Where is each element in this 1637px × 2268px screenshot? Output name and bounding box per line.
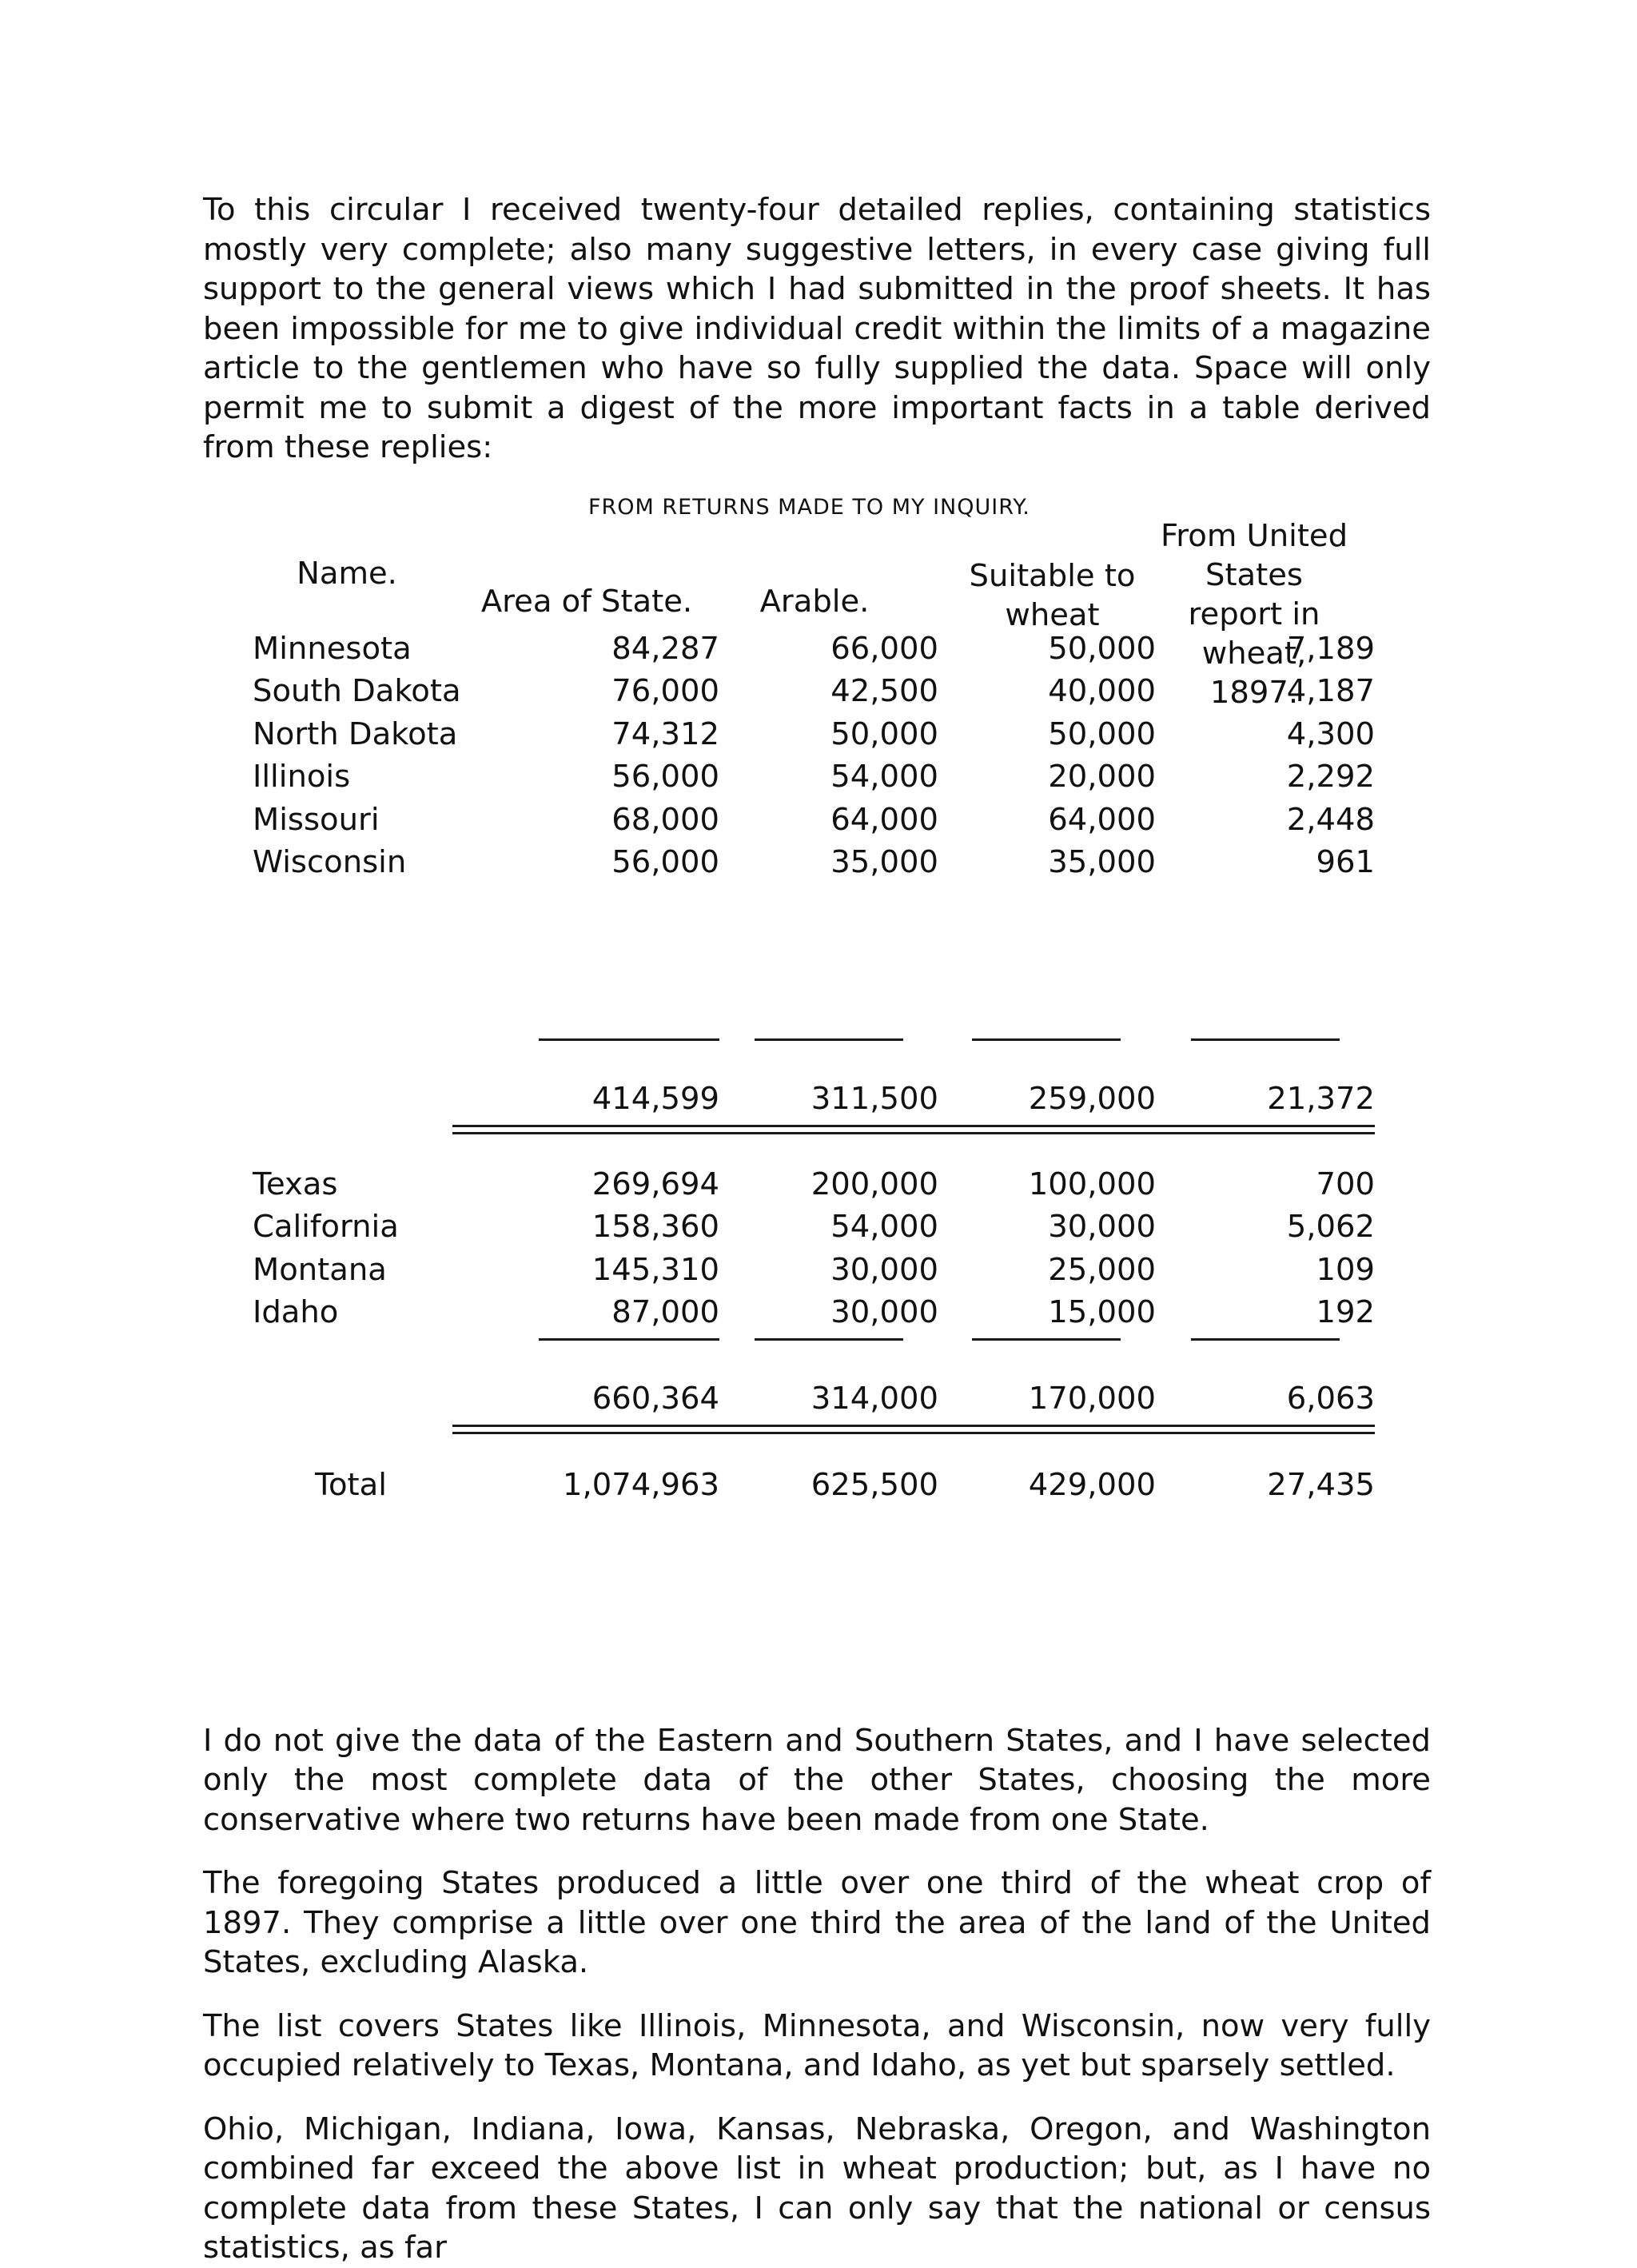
- cell-name: Illinois: [253, 759, 351, 795]
- cell-arable: 54,000: [830, 1209, 938, 1245]
- cell-name: Wisconsin: [253, 844, 407, 880]
- rule-report-2: [1191, 1338, 1340, 1341]
- rule-arable-2: [755, 1338, 903, 1341]
- cell-arable: 30,000: [830, 1294, 938, 1330]
- body-paragraph: Ohio, Michigan, Indiana, Iowa, Kansas, Nebraska, Oregon, and Washington combined far exceed the above list in wheat production; but, as I have no complete data from these States, I can only say that the national or census statistics, as far: [203, 2111, 1431, 2266]
- rule-area-2: [539, 1338, 719, 1341]
- body-paragraph: The foregoing States produced a little over one third of the wheat crop of 1897. They comprise a little over one third the area of the land of the United States, excluding Alaska.: [203, 1865, 1431, 1980]
- cell-name: Missouri: [253, 801, 380, 838]
- cell-report: 192: [1316, 1294, 1375, 1330]
- cell-area: 56,000: [611, 759, 719, 795]
- header-arable: Arable.: [759, 583, 870, 620]
- cell-report: 2,448: [1286, 801, 1375, 838]
- cell-wheat: 20,000: [1048, 759, 1156, 795]
- rule-area-1: [539, 1038, 719, 1041]
- subtotal-2-wheat: 170,000: [1028, 1380, 1156, 1417]
- cell-arable: 35,000: [830, 844, 938, 880]
- cell-report: 2,292: [1286, 759, 1375, 795]
- cell-area: 145,310: [591, 1251, 719, 1288]
- cell-area: 74,312: [611, 715, 719, 752]
- cell-arable: 200,000: [811, 1166, 938, 1202]
- cell-name: Minnesota: [253, 630, 412, 667]
- body-paragraph: The list covers States like Illinois, Minnesota, and Wisconsin, now very fully occupied relatively to Texas, Montana, and Idaho, as yet but sparsely settled.: [203, 2007, 1431, 2083]
- cell-area: 68,000: [611, 801, 719, 838]
- subtotal-1-arable: 311,500: [811, 1080, 938, 1117]
- rule-wheat-1: [972, 1038, 1121, 1041]
- cell-arable: 54,000: [830, 759, 938, 795]
- double-rule-2: [452, 1425, 1375, 1434]
- subtotal-2-report: 6,063: [1286, 1380, 1375, 1417]
- cell-name: Idaho: [253, 1294, 339, 1330]
- rule-wheat-2: [972, 1338, 1121, 1341]
- subtotal-2-area: 660,364: [591, 1380, 719, 1417]
- cell-name: Montana: [253, 1251, 387, 1288]
- cell-wheat: 64,000: [1048, 801, 1156, 838]
- intro-paragraph: To this circular I received twenty-four detailed replies, containing statistics mostly very complete; also many suggestive letters, in every case giving full support to the general views which I had submitted in the proof sheets. It has been impossible for me to give individual credit within the limits of a magazine article to the gentlemen who have so fully supplied the data. Space will only permit me to submit a digest of the more important facts in a table derived from these replies:: [203, 192, 1431, 465]
- cell-wheat: 50,000: [1048, 715, 1156, 752]
- cell-report: 4,187: [1286, 673, 1375, 709]
- header-area: Area of State.: [480, 583, 693, 620]
- cell-report: 7,189: [1286, 630, 1375, 667]
- cell-wheat: 35,000: [1048, 844, 1156, 880]
- total-wheat: 429,000: [1028, 1466, 1156, 1503]
- cell-wheat: 40,000: [1048, 673, 1156, 709]
- rule-arable-1: [755, 1038, 903, 1041]
- cell-report: 109: [1316, 1251, 1375, 1288]
- cell-area: 269,694: [591, 1166, 719, 1202]
- cell-report: 961: [1316, 844, 1375, 880]
- closing-paragraphs: [203, 1721, 1431, 2268]
- cell-name: South Dakota: [253, 673, 461, 709]
- cell-report: 5,062: [1286, 1209, 1375, 1245]
- cell-area: 56,000: [611, 844, 719, 880]
- cell-area: 158,360: [591, 1209, 719, 1245]
- wheat-statistics-table: [203, 488, 1431, 1520]
- cell-area: 76,000: [611, 673, 719, 709]
- cell-area: 87,000: [611, 1294, 719, 1330]
- cell-wheat: 30,000: [1048, 1209, 1156, 1245]
- cell-arable: 66,000: [830, 630, 938, 667]
- total-report: 27,435: [1267, 1466, 1375, 1503]
- total-arable: 625,500: [811, 1466, 938, 1503]
- cell-wheat: 100,000: [1028, 1166, 1156, 1202]
- cell-name: North Dakota: [253, 715, 458, 752]
- cell-name: California: [253, 1209, 399, 1245]
- cell-wheat: 15,000: [1048, 1294, 1156, 1330]
- header-us-report: From United States report in wheat, 1897.: [1160, 517, 1348, 711]
- subtotal-1-wheat: 259,000: [1028, 1080, 1156, 1117]
- cell-wheat: 25,000: [1048, 1251, 1156, 1288]
- table-group-header: FROM RETURNS MADE TO MY INQUIRY.: [588, 494, 1030, 520]
- double-rule-1: [452, 1125, 1375, 1134]
- header-suitable-wheat: Suitable to wheat: [969, 557, 1136, 633]
- body-paragraph: I do not give the data of the Eastern and Southern States, and I have selected only the most complete data of the other States, choosing the more conservative where two returns have been made from one State.: [203, 1722, 1431, 1838]
- cell-arable: 50,000: [830, 715, 938, 752]
- cell-report: 700: [1316, 1166, 1375, 1202]
- cell-report: 4,300: [1286, 715, 1375, 752]
- rule-report-1: [1191, 1038, 1340, 1041]
- subtotal-2-arable: 314,000: [811, 1380, 938, 1417]
- total-area: 1,074,963: [563, 1466, 719, 1503]
- page-body: [203, 190, 1431, 2268]
- cell-wheat: 50,000: [1048, 630, 1156, 667]
- cell-name: Texas: [253, 1166, 338, 1202]
- cell-area: 84,287: [611, 630, 719, 667]
- cell-arable: 30,000: [830, 1251, 938, 1288]
- subtotal-1-area: 414,599: [591, 1080, 719, 1117]
- cell-arable: 42,500: [830, 673, 938, 709]
- cell-arable: 64,000: [830, 801, 938, 838]
- header-name: Name.: [297, 555, 397, 592]
- total-label: Total: [315, 1466, 387, 1503]
- subtotal-1-report: 21,372: [1267, 1080, 1375, 1117]
